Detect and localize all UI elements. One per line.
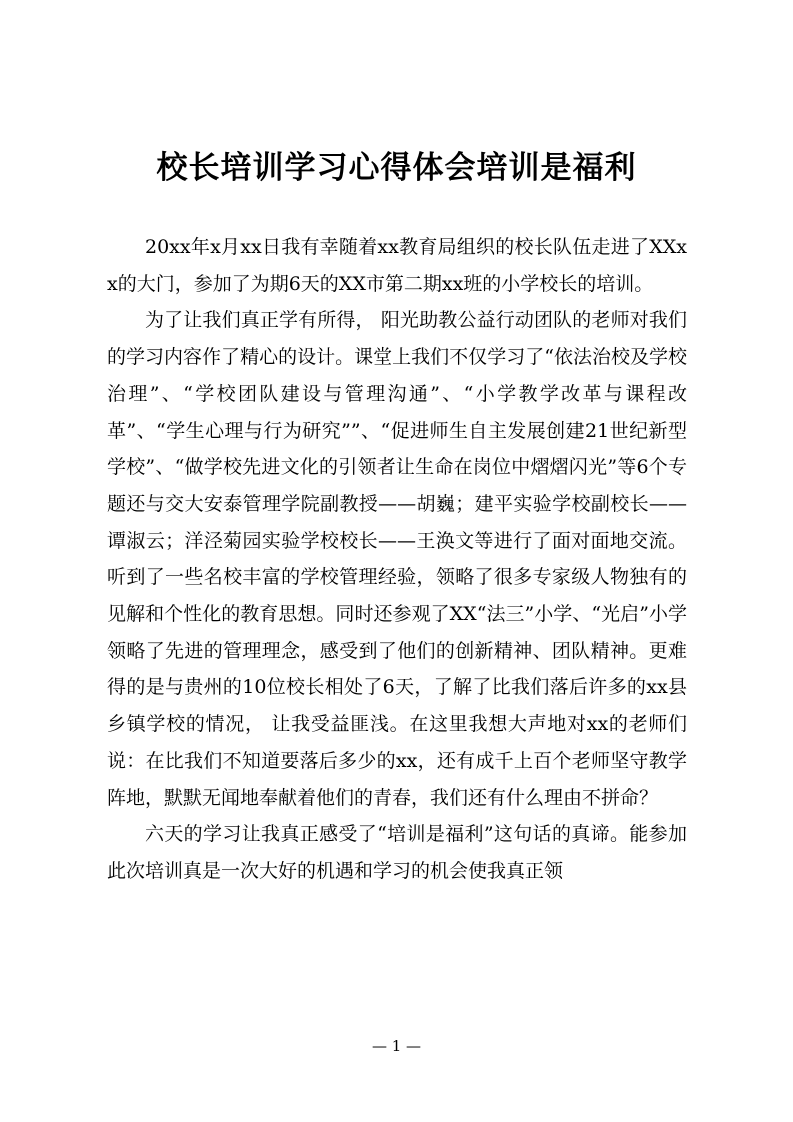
document-body: [107, 229, 687, 890]
page-number: — 1 —: [371, 1037, 422, 1055]
paragraph-2: 为了让我们真正学有所得， 阳光助教公益行动团队的老师对我们的学习内容作了精心的设计。课堂上我们不仅学习了“依法治校及学校治理”、“学校团队建设与管理沟通”、“小学教学改革与课程改革”、“学生心理与行为研究””、“促进师生自主发展创建21世纪新型学校”、“做学校先进文化的引领者让生命在岗位中熠熠闪光”等6个专题还与交大安泰管理学院副教授——胡巍；建平实验学校副校长——谭淑云；洋泾菊园实验学校校长——王涣文等进行了面对面地交流。听到了一些名校丰富的学校管理经验，领略了很多专家级人物独有的见解和个性化的教育思想。同时还参观了XX“法三”小学、“光启”小学领略了先进的管理理念，感受到了他们的创新精神、团队精神。更难得的是与贵州的10位校长相处了6天，了解了比我们落后许多的xx县乡镇学校的情况， 让我受益匪浅。在这里我想大声地对xx的老师们说：在比我们不知道要落后多少的xx，还有成千上百个老师坚守教学阵地，默默无闻地奉献着他们的青春，我们还有什么理由不拼命？: [107, 309, 687, 809]
document-title: 校长培训学习心得体会培训是福利: [156, 150, 637, 186]
paragraph-3: 六天的学习让我真正感受了“培训是福利”这句话的真谛。能参加此次培训真是一次大好的机遇和学习的机会使我真正领: [107, 823, 687, 882]
paragraph-1: 20xx年x月xx日我有幸随着xx教育局组织的校长队伍走进了XXxx的大门，参加了为期6天的XX市第二期xx班的小学校长的培训。: [107, 236, 687, 295]
